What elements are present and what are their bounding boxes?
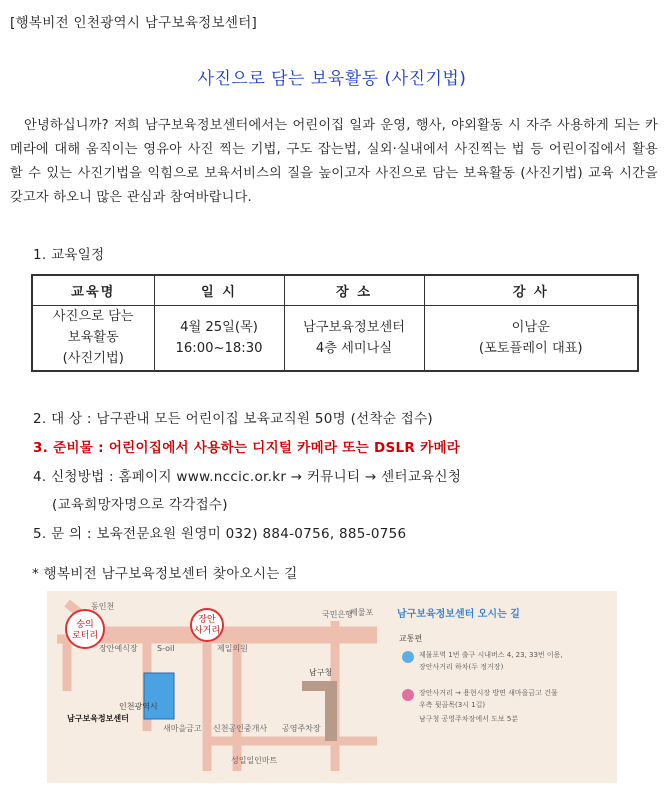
map-graphic	[47, 591, 617, 783]
datetime-cell: 4월 25일(목) 16:00~18:30	[154, 305, 284, 371]
center-building-icon	[144, 673, 174, 719]
soil-label: S-oil	[157, 644, 175, 653]
col-course: 교육명	[32, 275, 154, 305]
directions-map	[47, 591, 617, 783]
sungui-label: 숭의	[76, 620, 94, 630]
dongincheon-label: 동인천	[91, 602, 115, 611]
transport-label: 교통편	[399, 634, 423, 643]
namgu-office-label: 남구청	[309, 668, 333, 677]
svg-text:장안사거리 하차(두 정거장): 장안사거리 하차(두 정거장)	[419, 663, 504, 671]
saemaeul-label: 새마을금고	[163, 724, 202, 733]
course-cell: 사진으로 담는 보육활동 (사진기법)	[32, 305, 154, 371]
instructor-cell: 이남운 (포토플레이 대표)	[424, 305, 638, 371]
svg-text:사거리: 사거리	[193, 626, 221, 636]
sincheon-label: 신천공인중개사	[213, 724, 268, 733]
bus-icon	[402, 651, 414, 663]
svg-text:남구청 공영주차장에서 도보 5분: 남구청 공영주차장에서 도보 5분	[419, 715, 519, 723]
yesikjang-label: 장안예식장	[99, 644, 138, 653]
svg-text:우측 뒷골목(3시 1길): 우측 뒷골목(3시 1길)	[419, 701, 486, 709]
intro-paragraph: 안녕하십니까? 저희 남구보육정보센터에서는 어린이집 일과 운영, 행사, 야외활동 시 자주 사용하게 되는 카메라에 대해 움직이는 영유아 사진 찍는 기법, 구도 잡는법, 실외·실내에서 사진찍는 법 등 어린이집에서 활용 할 수 있는 사진기법을 익힘으로 보육서비스의 질을 높이고자 사진으로 담는 보육활동 (사진기법) 교육 시간을 갖고자 하오니 많은 관심과 참여바랍니다.	[10, 118, 658, 205]
place-cell: 남구보육정보센터 4층 세미나실	[284, 305, 424, 371]
svg-text:인천광역시: 인천광역시	[119, 702, 158, 711]
apply-item: 4. 신청방법 : 홈페이지 www.nccic.or.kr → 커뮤니티 → 센터교육신청	[33, 469, 462, 485]
contact-item: 5. 문 의 : 보육전문요원 원영미 032) 884-0756, 885-0756	[33, 526, 407, 542]
table-row	[32, 305, 638, 371]
parking-label: 공영주차장	[282, 724, 321, 733]
svg-text:로터리: 로터리	[71, 631, 99, 641]
walk-line-1: 장안사거리 → 용현시장 방면 새마을금고 건물	[419, 689, 558, 697]
guide-title: 남구보육정보센터 오시는 길	[397, 609, 520, 620]
center-label: 남구보육정보센터	[67, 714, 129, 723]
bus-line-1: 제물포역 1번 출구 시내버스 4, 23, 33번 이용,	[419, 651, 563, 659]
col-place: 장 소	[284, 275, 424, 305]
jangan-label: 장안	[198, 615, 216, 625]
materials-item: 3. 준비물 : 어린이집에서 사용하는 디지털 카메라 또는 DSLR 카메라	[33, 440, 461, 456]
jeil-label: 제일의원	[217, 644, 248, 653]
target-item: 2. 대 상 : 남구관내 모든 어린이집 보육교직원 50명 (선착순 접수)	[33, 411, 433, 427]
header-tag: [행복비전 인천광역시 남구보육정보센터]	[10, 15, 258, 31]
walk-icon	[402, 689, 414, 701]
col-instructor: 강 사	[424, 275, 638, 305]
directions-heading: * 행복비전 남구보육정보센터 찾아오시는 길	[32, 566, 298, 582]
page-title: 사진으로 담는 보육활동 (사진기법)	[197, 69, 467, 89]
jemulpo-label: 제물포	[350, 608, 374, 617]
jangan-crossroad-icon	[191, 609, 223, 641]
kookmin-label: 국민은행	[322, 610, 353, 619]
col-datetime: 일 시	[154, 275, 284, 305]
sungui-market-label: 성일일인마트	[231, 756, 278, 765]
schedule-table	[31, 274, 639, 372]
apply-note: (교육희망자명으로 각각접수)	[52, 497, 228, 513]
schedule-heading: 1. 교육일정	[33, 247, 105, 263]
